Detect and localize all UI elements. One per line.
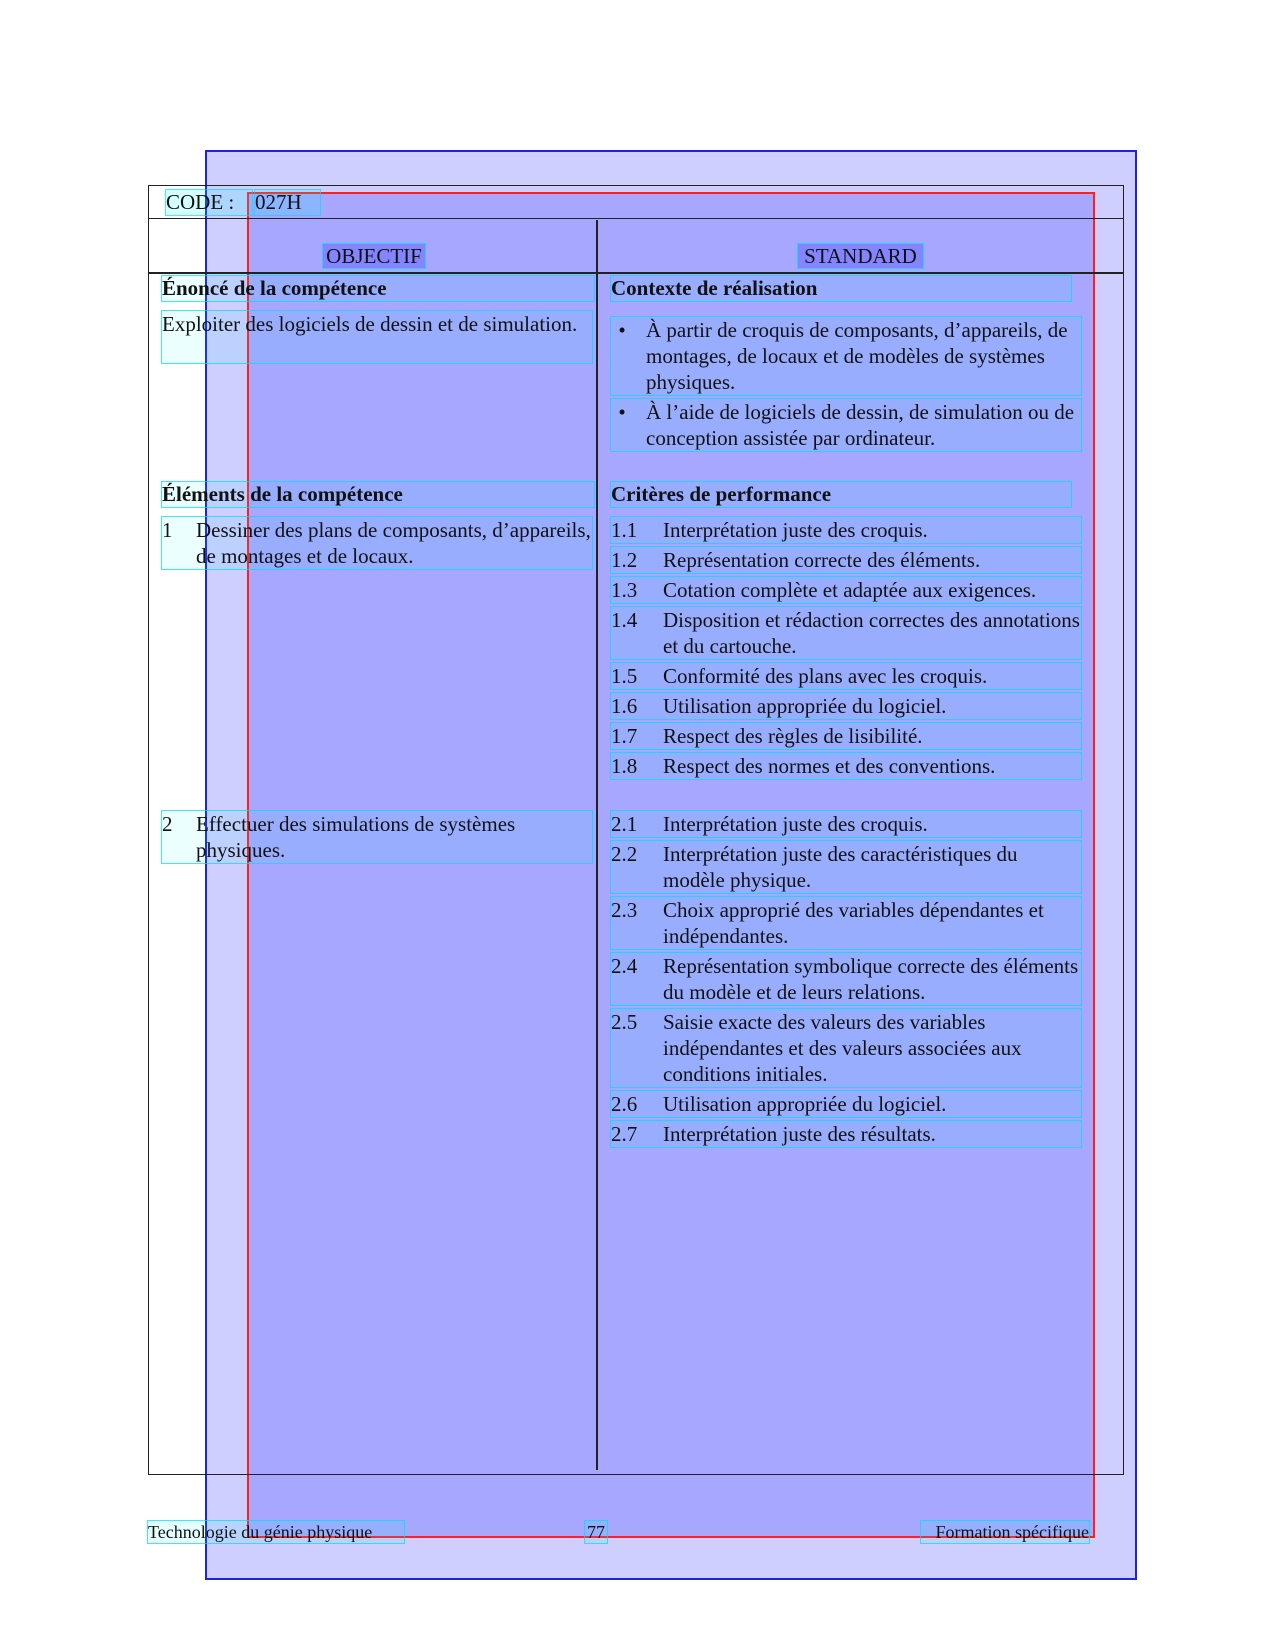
- criteria-text: Utilisation appropriée du logiciel.: [663, 694, 947, 718]
- criteria-group-1: [611, 517, 1081, 783]
- criteria-item: [611, 1091, 1081, 1117]
- criteria-text: Interprétation juste des caractéristiques du modèle physique.: [663, 842, 1018, 892]
- context-item-text: À partir de croquis de composants, d’appareils, de montages, de locaux et de modèles de systèmes physiques.: [646, 318, 1068, 394]
- criteria-number: 1.7: [611, 724, 638, 748]
- criteria-item: [611, 693, 1081, 719]
- criteria-number: 2.1: [611, 812, 638, 836]
- page-number: 77: [587, 1522, 605, 1542]
- criteria-item: [611, 953, 1081, 1005]
- competence-heading: Énoncé de la compétence: [162, 276, 594, 301]
- criteria-text: Interprétation juste des croquis.: [663, 518, 928, 542]
- objectif-header: OBJECTIF: [323, 244, 425, 268]
- criteria-item: [611, 577, 1081, 603]
- criteria-item: [611, 1121, 1081, 1147]
- element-number: 1: [162, 518, 173, 542]
- criteria-number: 1.4: [611, 608, 638, 632]
- criteria-text: Utilisation appropriée du logiciel.: [663, 1092, 947, 1116]
- criteria-item: [611, 607, 1081, 659]
- context-list: [611, 317, 1081, 455]
- criteria-number: 1.3: [611, 578, 638, 602]
- criteria-text: Saisie exacte des valeurs des variables indépendantes et des valeurs associées aux conditions initiales.: [663, 1010, 1022, 1086]
- criteria-number: 1.6: [611, 694, 638, 718]
- criteria-number: 2.5: [611, 1010, 638, 1034]
- criteria-number: 2.6: [611, 1092, 638, 1116]
- criteria-item: [611, 663, 1081, 689]
- code-underline: [148, 218, 1124, 219]
- criteria-number: 2.2: [611, 842, 638, 866]
- footer-right: Formation spécifique: [921, 1521, 1089, 1543]
- criteria-text: Disposition et rédaction correctes des annotations et du cartouche.: [663, 608, 1080, 658]
- criteria-number: 2.7: [611, 1122, 638, 1146]
- element-text: Dessiner des plans de composants, d’appareils, de montages et de locaux.: [196, 518, 591, 568]
- elements-heading: Éléments de la compétence: [162, 482, 594, 507]
- code-value: 027H: [255, 190, 320, 215]
- criteria-item: [611, 1009, 1081, 1087]
- criteria-text: Interprétation juste des croquis.: [663, 812, 928, 836]
- criteria-text: Respect des règles de lisibilité.: [663, 724, 923, 748]
- criteria-number: 2.4: [611, 954, 638, 978]
- criteria-text: Choix approprié des variables dépendantes et indépendantes.: [663, 898, 1044, 948]
- competence-text: Exploiter des logiciels de dessin et de simulation.: [162, 311, 592, 363]
- criteria-item: [611, 517, 1081, 543]
- criteria-number: 2.3: [611, 898, 638, 922]
- standard-header: STANDARD: [798, 244, 923, 268]
- criteria-item: [611, 841, 1081, 893]
- element-number: 2: [162, 812, 173, 836]
- criteria-text: Cotation complète et adaptée aux exigences.: [663, 578, 1037, 602]
- criteria-item: [611, 547, 1081, 573]
- criteria-number: 1.2: [611, 548, 638, 572]
- criteria-item: [611, 723, 1081, 749]
- context-heading: Contexte de réalisation: [611, 276, 1071, 301]
- code-label: CODE :: [166, 190, 252, 215]
- element-item-1: [162, 517, 592, 569]
- column-header-rule: [148, 272, 1124, 274]
- criteria-number: 1.8: [611, 754, 638, 778]
- criteria-number: 1.5: [611, 664, 638, 688]
- criteria-item: [611, 811, 1081, 837]
- element-text: Effectuer des simulations de systèmes physiques.: [196, 812, 516, 862]
- context-item-text: À l’aide de logiciels de dessin, de simulation ou de conception assistée par ordinateur.: [646, 400, 1075, 450]
- element-item-2: [162, 811, 592, 863]
- criteria-heading: Critères de performance: [611, 482, 1071, 507]
- criteria-text: Respect des normes et des conventions.: [663, 754, 996, 778]
- criteria-text: Représentation correcte des éléments.: [663, 548, 981, 572]
- criteria-text: Interprétation juste des résultats.: [663, 1122, 936, 1146]
- criteria-number: 1.1: [611, 518, 638, 542]
- context-item: [611, 399, 1081, 451]
- criteria-item: [611, 897, 1081, 949]
- criteria-item: [611, 753, 1081, 779]
- context-item: [611, 317, 1081, 395]
- footer-left: Technologie du génie physique: [148, 1521, 404, 1543]
- criteria-text: Représentation symbolique correcte des éléments du modèle et de leurs relations.: [663, 954, 1079, 1004]
- criteria-group-2: [611, 811, 1081, 1151]
- column-divider: [596, 220, 598, 1470]
- criteria-text: Conformité des plans avec les croquis.: [663, 664, 988, 688]
